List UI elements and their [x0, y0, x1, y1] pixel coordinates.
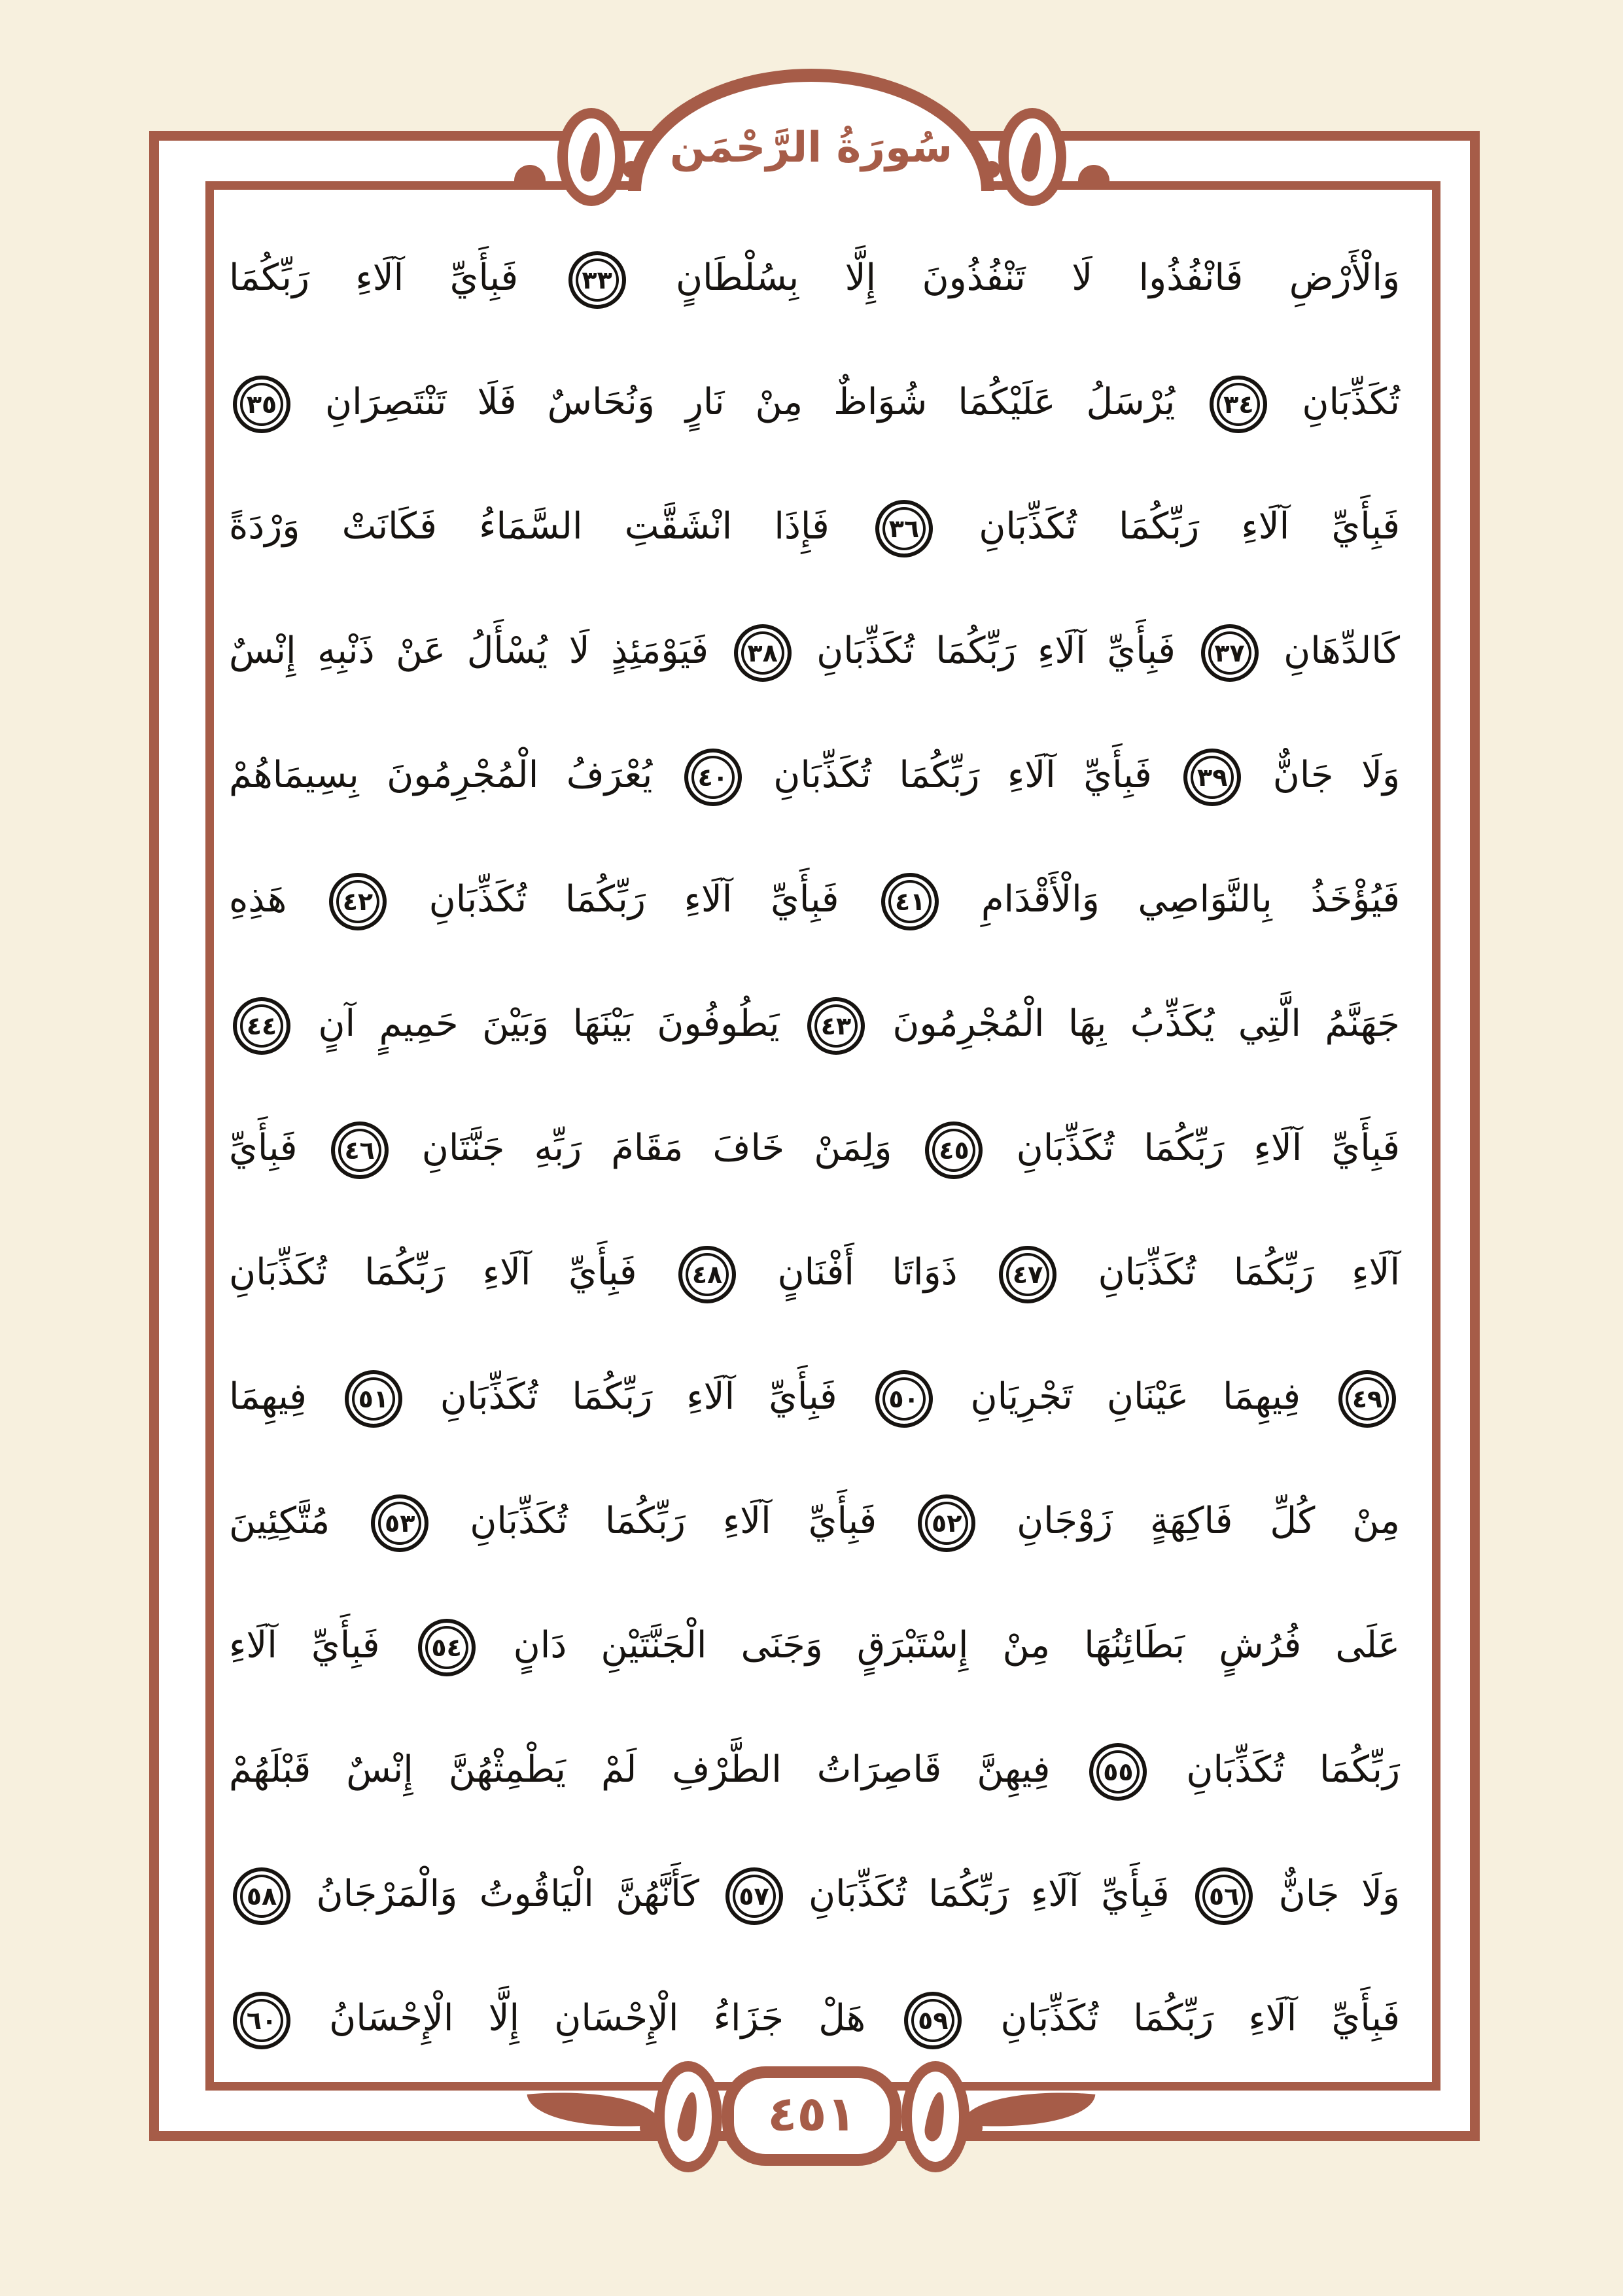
ayah-number-marker: ٣٣: [568, 251, 626, 309]
header-oval-medallion-right: [998, 108, 1066, 206]
quran-line: عَلَى فُرُشٍ بَطَائِنُهَا مِنْ إِسْتَبْرَقٍ وَجَنَى الْجَنَّتَيْنِ دَانٍ ٥٤ فَبِأَيِّ آلَاءِ: [229, 1583, 1400, 1708]
ayah-number-marker: ٣٥: [233, 376, 290, 433]
ayah-number-marker: ٤٢: [329, 873, 387, 930]
ayah-number-marker: ٣٤: [1210, 376, 1267, 433]
quran-line: مِنْ كُلِّ فَاكِهَةٍ زَوْجَانِ ٥٢ فَبِأَيِّ آلَاءِ رَبِّكُمَا تُكَذِّبَانِ ٥٣ مُتَّكِئِينَ: [229, 1459, 1400, 1583]
arch-base-dot-icon: [983, 161, 1000, 178]
ayah-number-marker: ٥٩: [904, 1992, 962, 2049]
page-number-cartouche: [722, 2066, 901, 2166]
ayah-number-marker: ٤٠: [684, 749, 742, 806]
ayah-number-marker: ٥٤: [418, 1619, 476, 1676]
leaf-icon: [1020, 131, 1045, 183]
quran-line: ٤٩ فِيهِمَا عَيْنَانِ تَجْرِيَانِ ٥٠ فَبِأَيِّ آلَاءِ رَبِّكُمَا تُكَذِّبَانِ ٥١ فِيهِمَا: [229, 1335, 1400, 1459]
surah-title: سُورَةُ الرَّحْمَن: [669, 123, 953, 172]
ayah-number-marker: ٣٦: [875, 500, 933, 557]
quran-line: فَيُؤْخَذُ بِالنَّوَاصِي وَالْأَقْدَامِ ٤١ فَبِأَيِّ آلَاءِ رَبِّكُمَا تُكَذِّبَانِ ٤٢ هَذِهِ: [229, 838, 1400, 962]
header-oval-medallion-left: [557, 108, 625, 206]
ayah-number-marker: ٦٠: [233, 1992, 290, 2049]
ayah-number-marker: ٥٢: [918, 1494, 975, 1552]
quran-line: فَبِأَيِّ آلَاءِ رَبِّكُمَا تُكَذِّبَانِ ٤٥ وَلِمَنْ خَافَ مَقَامَ رَبِّهِ جَنَّتَانِ ٤٦ فَبِأَيِّ: [229, 1086, 1400, 1210]
ayah-number-marker: ٤٧: [999, 1246, 1056, 1303]
quran-line: رَبِّكُمَا تُكَذِّبَانِ ٥٥ فِيهِنَّ قَاصِرَاتُ الطَّرْفِ لَمْ يَطْمِثْهُنَّ إِنْسٌ قَبْلَهُمْ: [229, 1708, 1400, 1832]
ayah-number-marker: ٣٨: [734, 624, 792, 682]
ayah-number-marker: ٥٧: [725, 1867, 783, 1925]
ayah-number-marker: ٣٩: [1183, 749, 1241, 806]
ayah-number-marker: ٤٦: [331, 1122, 389, 1179]
ayah-number-marker: ٥٥: [1089, 1743, 1147, 1801]
leaf-icon: [923, 2091, 949, 2142]
ayah-number-marker: ٥٣: [371, 1494, 428, 1552]
quran-line: وَالْأَرْضِ فَانْفُذُوا لَا تَنْفُذُونَ إِلَّا بِسُلْطَانٍ ٣٣ فَبِأَيِّ آلَاءِ رَبِّكُمَا: [229, 216, 1400, 340]
quran-text-block: [229, 216, 1400, 2081]
ayah-number-marker: ٤١: [881, 873, 939, 930]
ayah-number-marker: ٣٧: [1201, 624, 1259, 682]
surah-header-arch: [628, 69, 994, 191]
quran-line: كَالدِّهَانِ ٣٧ فَبِأَيِّ آلَاءِ رَبِّكُمَا تُكَذِّبَانِ ٣٨ فَيَوْمَئِذٍ لَا يُسْأَلُ عَنْ ذَنْبِهِ إِنْسٌ: [229, 589, 1400, 713]
ayah-number-marker: ٤٥: [925, 1122, 983, 1179]
ayah-number-marker: ٤٣: [807, 997, 865, 1055]
ayah-number-marker: ٤٨: [678, 1246, 736, 1303]
quran-line: تُكَذِّبَانِ ٣٤ يُرْسَلُ عَلَيْكُمَا شُوَاظٌ مِنْ نَارٍ وَنُحَاسٌ فَلَا تَنْتَصِرَانِ ٣٥: [229, 340, 1400, 465]
leaf-icon: [579, 131, 604, 183]
quran-line: وَلَا جَانٌّ ٥٦ فَبِأَيِّ آلَاءِ رَبِّكُمَا تُكَذِّبَانِ ٥٧ كَأَنَّهُنَّ الْيَاقُوتُ وَالْمَرْجَانُ ٥٨: [229, 1832, 1400, 1956]
leaf-icon: [676, 2091, 701, 2142]
quran-line: فَبِأَيِّ آلَاءِ رَبِّكُمَا تُكَذِّبَانِ ٥٩ هَلْ جَزَاءُ الْإِحْسَانِ إِلَّا الْإِحْسَانُ ٦٠: [229, 1956, 1400, 2081]
quran-line: جَهَنَّمُ الَّتِي يُكَذِّبُ بِهَا الْمُجْرِمُونَ ٤٣ يَطُوفُونَ بَيْنَهَا وَبَيْنَ حَمِيمٍ آنٍ ٤٤: [229, 962, 1400, 1086]
ayah-number-marker: ٤٤: [233, 997, 290, 1055]
ayah-number-marker: ٥١: [345, 1370, 402, 1428]
ayah-number-marker: ٥٠: [875, 1370, 933, 1428]
ayah-number-marker: ٥٨: [233, 1867, 290, 1925]
ayah-number-marker: ٥٦: [1195, 1867, 1253, 1925]
quran-line: فَبِأَيِّ آلَاءِ رَبِّكُمَا تُكَذِّبَانِ ٣٦ فَإِذَا انْشَقَّتِ السَّمَاءُ فَكَانَتْ وَرْدَةً: [229, 465, 1400, 589]
arch-base-dot-icon: [623, 161, 640, 178]
quran-line: وَلَا جَانٌّ ٣٩ فَبِأَيِّ آلَاءِ رَبِّكُمَا تُكَذِّبَانِ ٤٠ يُعْرَفُ الْمُجْرِمُونَ بِسِيمَاهُمْ: [229, 713, 1400, 838]
page-number: ٤٥١: [767, 2086, 856, 2142]
quran-line: آلَاءِ رَبِّكُمَا تُكَذِّبَانِ ٤٧ ذَوَاتَا أَفْنَانٍ ٤٨ فَبِأَيِّ آلَاءِ رَبِّكُمَا تُكَذِّبَانِ: [229, 1210, 1400, 1335]
ayah-number-marker: ٤٩: [1338, 1370, 1396, 1428]
